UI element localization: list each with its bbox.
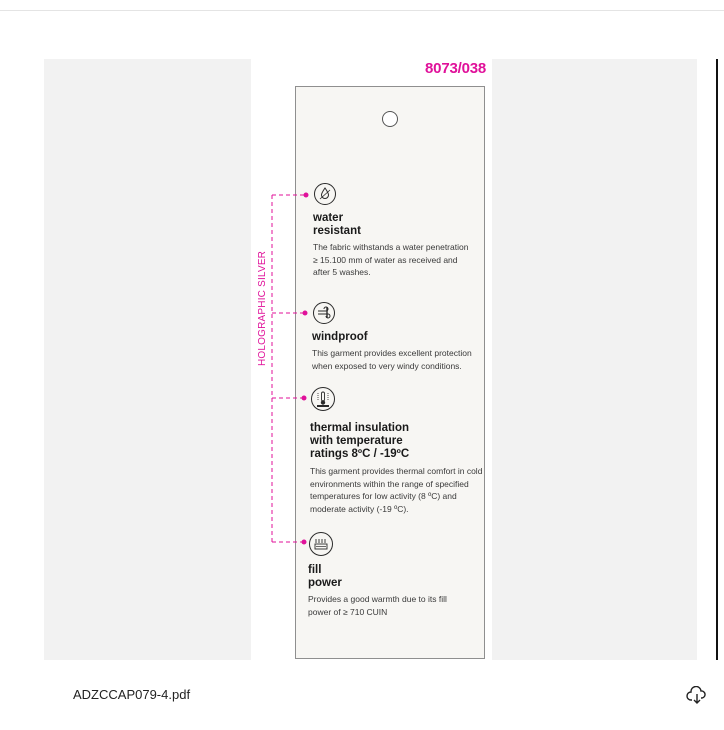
download-icon[interactable] — [686, 686, 708, 706]
feature-title: water resistant — [313, 212, 361, 237]
feature-description: This garment provides excellent protection when exposed to very windy conditions. — [312, 348, 472, 371]
fill-power-icon — [309, 532, 333, 556]
file-name: ADZCCAP079-4.pdf — [73, 687, 191, 702]
feature-description: This garment provides thermal comfort in cold environments within the range of specified temperatures for low activity (8 ºC) and moderate activity (-19 ºC). — [310, 466, 483, 514]
feature-title: windproof — [312, 331, 368, 343]
side-label: HOLOGRAPHIC SILVER — [257, 250, 268, 366]
feature-title: thermal insulation with temperature ratings 8ºC / -19ºC — [310, 422, 410, 460]
feature-description: Provides a good warmth due to its fill power of ≥ 710 CUIN — [308, 594, 447, 617]
wind-icon — [313, 302, 335, 324]
thermometer-icon — [311, 387, 335, 411]
product-code: 8073/038 — [425, 60, 486, 77]
feature-description: The fabric withstands a water penetration ≥ 15.100 mm of water as received and after 5 washes. — [313, 242, 469, 277]
water-drop-icon — [314, 183, 336, 205]
feature-title: fill power — [308, 564, 342, 589]
